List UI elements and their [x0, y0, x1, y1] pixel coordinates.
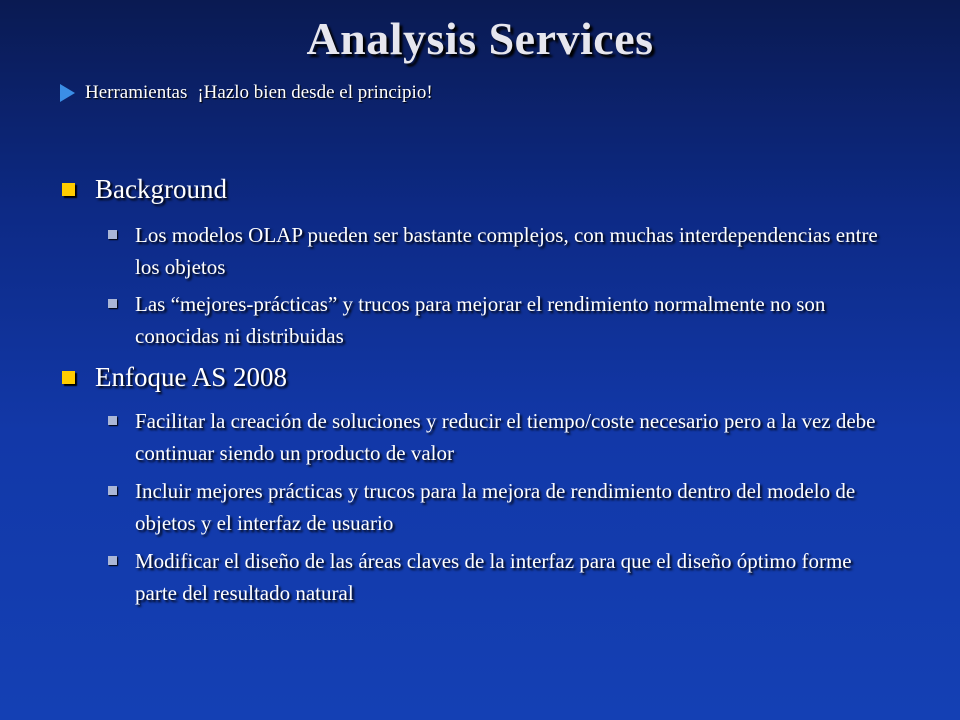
bullet-item-text: Incluir mejores prácticas y trucos para la mejora de rendimiento dentro del modelo de objetos y el interfaz de usuario — [135, 479, 856, 535]
bullet-item-text: Facilitar la creación de soluciones y reducir el tiempo/coste necesario pero a la vez debe continuar siendo un producto de valor — [135, 409, 876, 465]
square-bullet-icon — [108, 556, 117, 565]
slide-title: Analysis Services — [306, 13, 654, 64]
bullet-item — [108, 545, 888, 609]
bullet-item-text: Las “mejores-prácticas” y trucos para mejorar el rendimiento normalmente no son conocidas ni distribuidas — [135, 292, 826, 348]
square-bullet-icon — [62, 371, 75, 384]
section-heading-text: Enfoque AS 2008 — [95, 362, 287, 392]
square-bullet-icon — [108, 299, 117, 308]
subtitle-category: Herramientas — [85, 82, 188, 103]
subtitle-tagline: ¡Hazlo bien desde el principio! — [197, 82, 433, 103]
triangle-arrow-icon — [60, 84, 75, 102]
section-heading-enfoque — [62, 362, 287, 393]
bullet-item-text: Los modelos OLAP pueden ser bastante complejos, con muchas interdependencias entre los objetos — [135, 223, 878, 279]
slide-subtitle — [60, 82, 433, 104]
square-bullet-icon — [62, 183, 75, 196]
bullet-item — [108, 405, 888, 469]
section-heading-background — [62, 174, 227, 205]
square-bullet-icon — [108, 486, 117, 495]
bullet-item — [108, 288, 888, 352]
section-heading-text: Background — [95, 174, 227, 204]
bullet-item — [108, 475, 888, 539]
square-bullet-icon — [108, 416, 117, 425]
square-bullet-icon — [108, 230, 117, 239]
bullet-item-text: Modificar el diseño de las áreas claves de la interfaz para que el diseño óptimo forme parte del resultado natural — [135, 549, 852, 605]
bullet-item — [108, 219, 888, 283]
